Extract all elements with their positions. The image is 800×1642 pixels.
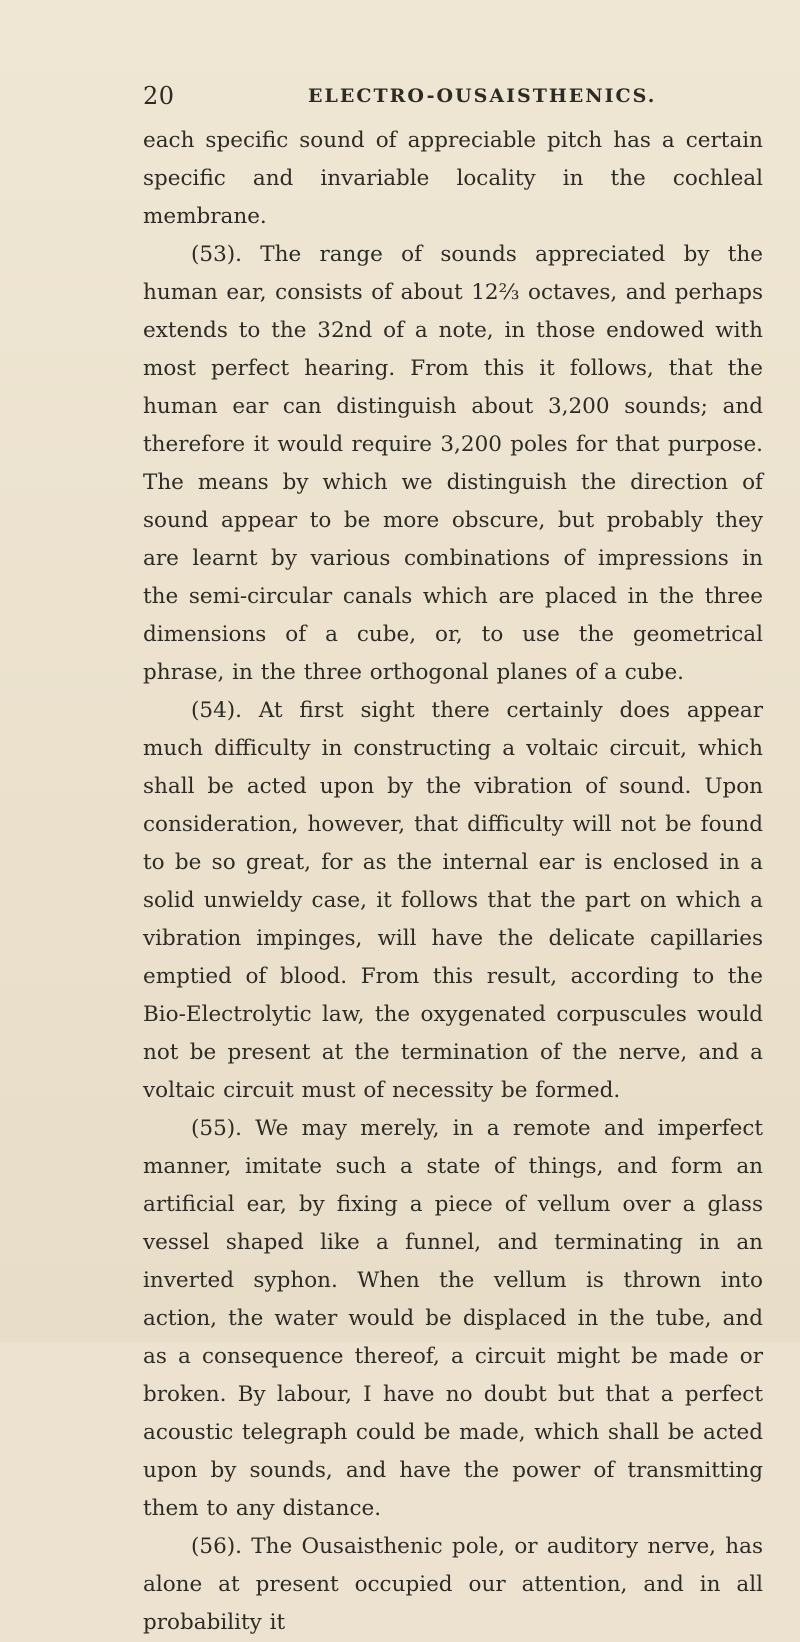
page-header: [143, 82, 763, 116]
paragraph-54: (54). At first sight there certainly does appear much difficulty in constructing a voltaic circuit, which shall be acted upon by the vibration of sound. Upon consideration, however, that difficulty will not be found to be so great, for as the internal ear is enclosed in a solid unwieldy case, it follows that the part on which a vibration impinges, will have the delicate capillaries emptied of blood. From this result, according to the Bio-Electrolytic law, the oxygenated corpuscules would not be present at the termination of the nerve, and a voltaic circuit must of necessity be formed.: [143, 698, 763, 1103]
page-number: 20: [143, 82, 175, 110]
body-text: [143, 122, 763, 1642]
running-head: ELECTRO-OUSAISTHENICS.: [308, 85, 657, 107]
paragraph-56: (56). The Ousaisthenic pole, or auditory nerve, has alone at present occupied our attention, and in all probability it: [143, 1534, 763, 1635]
paragraph-continuation: each specific sound of appreciable pitch has a certain specific and invariable locality in the cochleal membrane.: [143, 128, 763, 229]
paragraph-53: (53). The range of sounds appreciated by the human ear, consists of about 12⅔ octaves, and perhaps extends to the 32nd of a note, in those endowed with most perfect hearing. From this it follows, that the human ear can distinguish about 3,200 sounds; and therefore it would require 3,200 poles for that purpose. The means by which we distinguish the direction of sound appear to be more obscure, but probably they are learnt by various combinations of impressions in the semi-circular canals which are placed in the three dimensions of a cube, or, to use the geometrical phrase, in the three orthogonal planes of a cube.: [143, 242, 763, 685]
paragraph-55: (55). We may merely, in a remote and imperfect manner, imitate such a state of things, and form an artificial ear, by fixing a piece of vellum over a glass vessel shaped like a funnel, and terminating in an inverted syphon. When the vellum is thrown into action, the water would be displaced in the tube, and as a consequence thereof, a circuit might be made or broken. By labour, I have no doubt but that a perfect acoustic telegraph could be made, which shall be acted upon by sounds, and have the power of transmitting them to any distance.: [143, 1116, 763, 1521]
